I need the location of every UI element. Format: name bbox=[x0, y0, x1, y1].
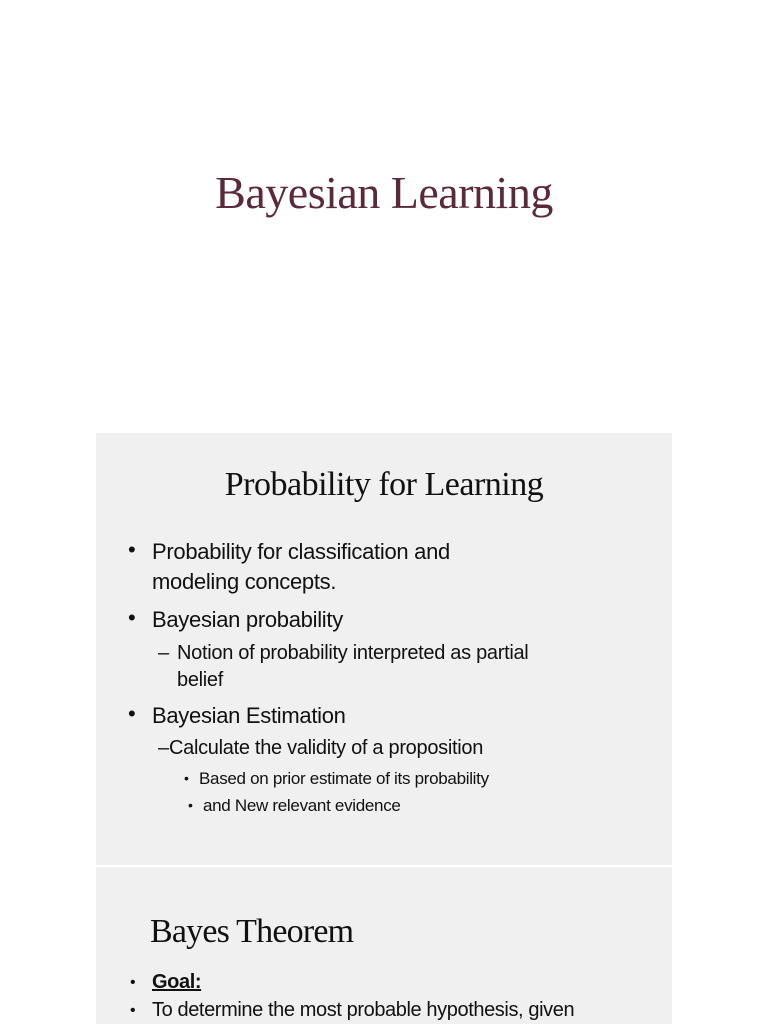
bullet-text-line: To determine the most probable hypothesis, given bbox=[152, 999, 575, 1021]
sub-sub-bullet-text-line: Based on prior estimate of its probability bbox=[199, 769, 489, 788]
sub-bullet-item bbox=[158, 735, 483, 762]
bullet-icon: • bbox=[128, 537, 136, 562]
sub-bullet-text-line: Calculate the validity of a proposition bbox=[169, 737, 484, 759]
sub-bullet-text-line: Notion of probability interpreted as partial bbox=[177, 642, 529, 664]
sub-sub-bullet-text-line: and New relevant evidence bbox=[203, 796, 401, 815]
bullet-item bbox=[130, 997, 574, 1024]
bullet-item bbox=[128, 701, 346, 731]
bullet-icon: • bbox=[130, 1002, 136, 1019]
bullet-icon: • bbox=[184, 770, 189, 786]
slide-1-title: Bayesian Learning bbox=[215, 167, 553, 218]
bullet-item bbox=[130, 969, 201, 996]
bullet-text-line: Bayesian probability bbox=[152, 607, 343, 632]
bullet-text-line: Probability for classification and bbox=[152, 539, 450, 564]
slide-3 bbox=[96, 867, 672, 1024]
dash-icon: – bbox=[158, 642, 169, 664]
slide-2-title: Probability for Learning bbox=[224, 466, 544, 503]
bullet-text-line: Bayesian Estimation bbox=[152, 703, 346, 728]
slide-3-title: Bayes Theorem bbox=[150, 913, 354, 950]
sub-bullet-text-line: belief bbox=[177, 669, 224, 691]
bullet-icon: • bbox=[188, 797, 193, 813]
dash-icon: – bbox=[158, 737, 169, 759]
bullet-icon: • bbox=[128, 605, 136, 630]
bullet-icon: • bbox=[130, 974, 136, 991]
sub-sub-bullet-item bbox=[188, 794, 401, 818]
bullet-item bbox=[128, 605, 343, 635]
goal-label: Goal: bbox=[152, 971, 202, 993]
bullet-icon: • bbox=[128, 701, 136, 726]
sub-sub-bullet-item bbox=[184, 767, 489, 791]
slide-2 bbox=[96, 433, 672, 865]
bullet-text-line: modeling concepts. bbox=[152, 569, 337, 594]
sub-bullet-item bbox=[158, 640, 528, 694]
bullet-item bbox=[128, 537, 450, 597]
